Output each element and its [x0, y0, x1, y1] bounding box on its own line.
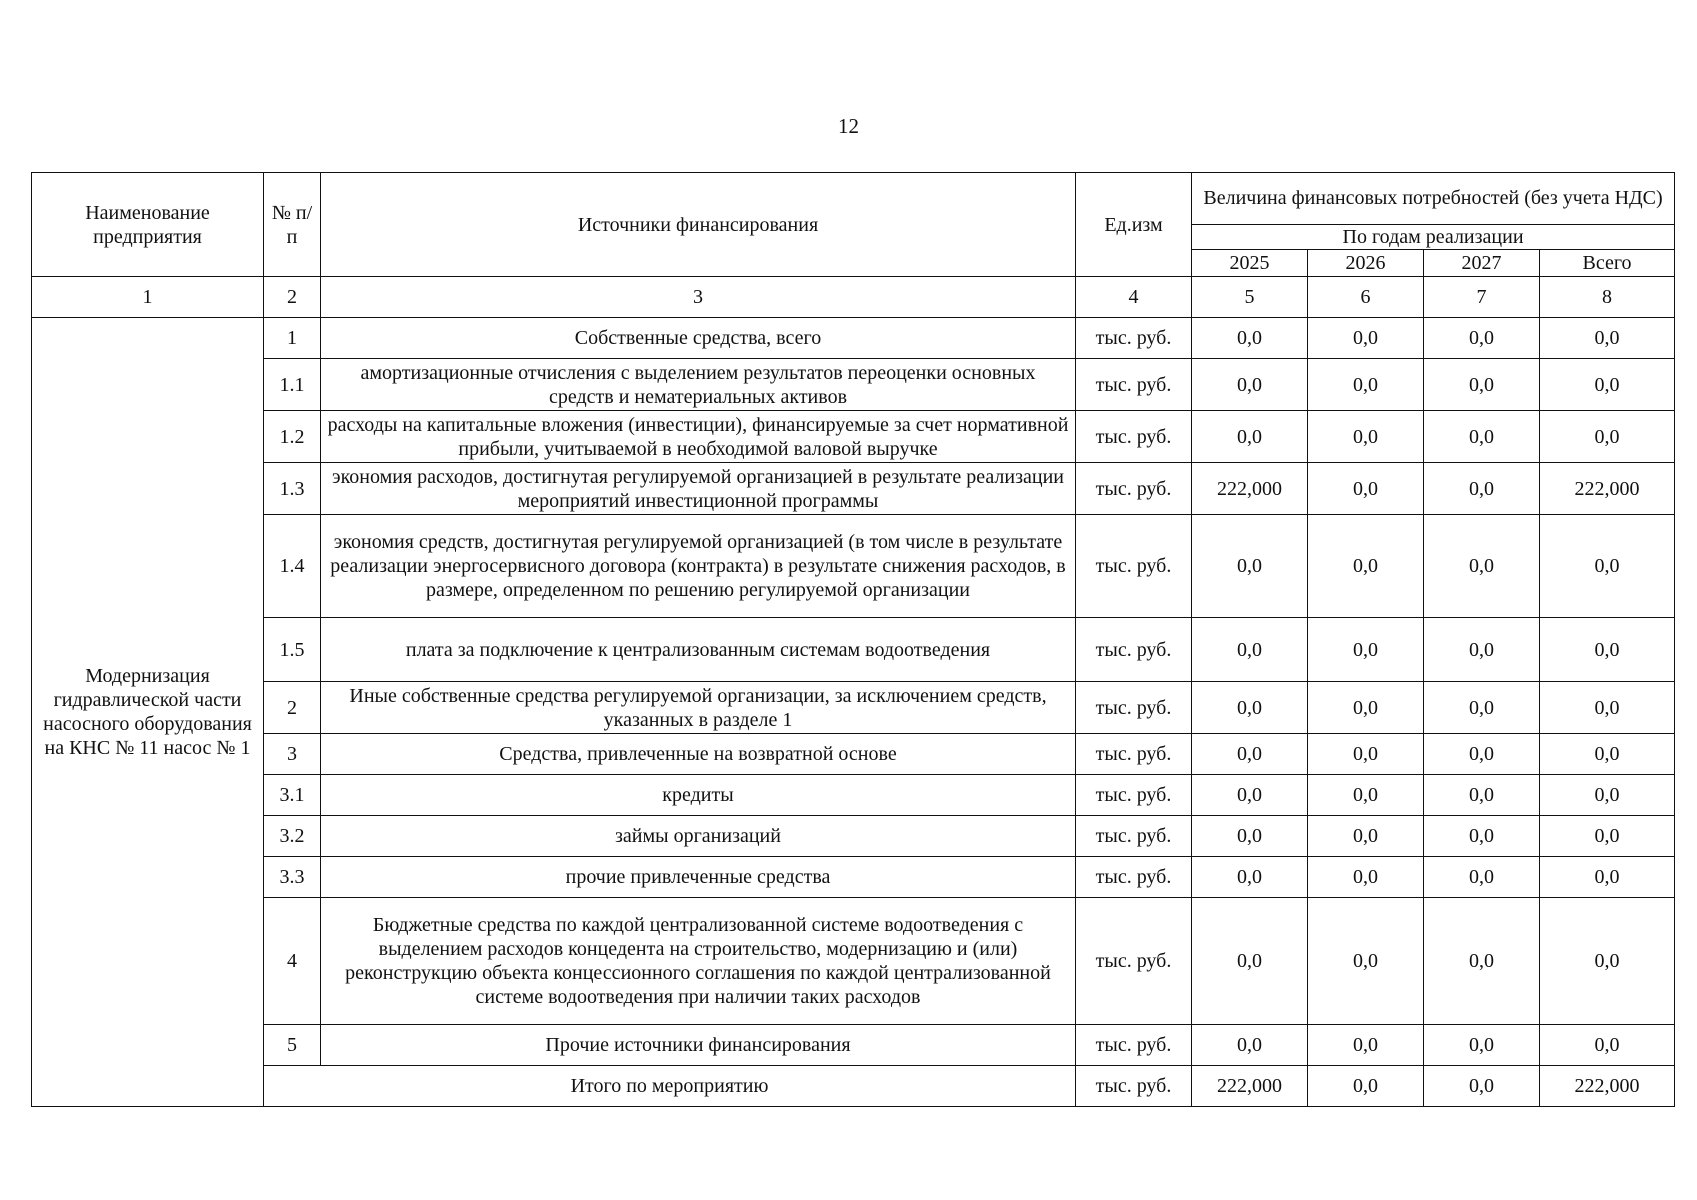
- header-by-years: По годам реализации: [1192, 225, 1675, 250]
- table-row: [32, 775, 1675, 816]
- row-source: кредиты: [321, 775, 1076, 816]
- row-value-total: 0,0: [1540, 857, 1675, 898]
- row-num: 1: [264, 318, 321, 359]
- row-value-2027: 0,0: [1424, 618, 1540, 682]
- header-year-2026: 2026: [1308, 250, 1424, 277]
- row-unit: тыс. руб.: [1076, 318, 1192, 359]
- row-value-2025: 0,0: [1192, 734, 1308, 775]
- row-value-2025: 0,0: [1192, 682, 1308, 734]
- table-row: [32, 857, 1675, 898]
- row-source: экономия средств, достигнутая регулируемой организацией (в том числе в результате реализации энергосервисного договора (контракта) в результате снижения расходов, в размере, определенном по решению регулируемой организации: [321, 515, 1076, 618]
- row-value-2027: 0,0: [1424, 318, 1540, 359]
- table-row: [32, 816, 1675, 857]
- row-value-2027: 0,0: [1424, 682, 1540, 734]
- row-value-2025: 0,0: [1192, 1025, 1308, 1066]
- row-value-2027: 0,0: [1424, 359, 1540, 411]
- row-num: 3.2: [264, 816, 321, 857]
- row-num: 2: [264, 682, 321, 734]
- total-row: [32, 1066, 1675, 1107]
- enterprise-name: Модернизация гидравлической части насосного оборудования на КНС № 11 насос № 1: [32, 318, 264, 1107]
- total-value-2027: 0,0: [1424, 1066, 1540, 1107]
- row-value-total: 222,000: [1540, 463, 1675, 515]
- row-value-total: 0,0: [1540, 515, 1675, 618]
- row-source: Собственные средства, всего: [321, 318, 1076, 359]
- row-num: 4: [264, 898, 321, 1025]
- col-number: 6: [1308, 277, 1424, 318]
- row-value-2027: 0,0: [1424, 515, 1540, 618]
- row-value-2027: 0,0: [1424, 816, 1540, 857]
- row-value-2027: 0,0: [1424, 775, 1540, 816]
- table-row: [32, 1025, 1675, 1066]
- row-value-2026: 0,0: [1308, 816, 1424, 857]
- table-row: [32, 463, 1675, 515]
- row-unit: тыс. руб.: [1076, 618, 1192, 682]
- col-number: 4: [1076, 277, 1192, 318]
- header-financial-needs: Величина финансовых потребностей (без учета НДС): [1192, 173, 1675, 225]
- row-source: Средства, привлеченные на возвратной основе: [321, 734, 1076, 775]
- row-source: займы организаций: [321, 816, 1076, 857]
- row-value-2025: 0,0: [1192, 618, 1308, 682]
- header-enterprise: Наименование предприятия: [32, 173, 264, 277]
- row-value-2026: 0,0: [1308, 734, 1424, 775]
- row-value-2025: 0,0: [1192, 515, 1308, 618]
- col-number: 3: [321, 277, 1076, 318]
- table-row: [32, 411, 1675, 463]
- row-value-2027: 0,0: [1424, 463, 1540, 515]
- table-row: [32, 682, 1675, 734]
- row-unit: тыс. руб.: [1076, 734, 1192, 775]
- row-value-2026: 0,0: [1308, 1025, 1424, 1066]
- row-value-2026: 0,0: [1308, 515, 1424, 618]
- row-value-total: 0,0: [1540, 1025, 1675, 1066]
- row-num: 1.5: [264, 618, 321, 682]
- row-value-2025: 0,0: [1192, 857, 1308, 898]
- row-value-total: 0,0: [1540, 359, 1675, 411]
- row-num: 3.1: [264, 775, 321, 816]
- row-value-2025: 0,0: [1192, 775, 1308, 816]
- row-num: 1.1: [264, 359, 321, 411]
- row-unit: тыс. руб.: [1076, 411, 1192, 463]
- col-number: 7: [1424, 277, 1540, 318]
- col-number: 2: [264, 277, 321, 318]
- row-value-2026: 0,0: [1308, 359, 1424, 411]
- table-row: [32, 734, 1675, 775]
- row-num: 3: [264, 734, 321, 775]
- row-source: амортизационные отчисления с выделением результатов переоценки основных средств и нематериальных активов: [321, 359, 1076, 411]
- total-value-2026: 0,0: [1308, 1066, 1424, 1107]
- row-unit: тыс. руб.: [1076, 775, 1192, 816]
- row-value-total: 0,0: [1540, 734, 1675, 775]
- row-value-2025: 0,0: [1192, 898, 1308, 1025]
- column-number-row: [32, 277, 1675, 318]
- row-num: 1.4: [264, 515, 321, 618]
- row-source: экономия расходов, достигнутая регулируемой организацией в результате реализации мероприятий инвестиционной программы: [321, 463, 1076, 515]
- row-value-2027: 0,0: [1424, 898, 1540, 1025]
- row-value-total: 0,0: [1540, 618, 1675, 682]
- row-unit: тыс. руб.: [1076, 1025, 1192, 1066]
- header-num: № п/п: [264, 173, 321, 277]
- row-value-total: 0,0: [1540, 682, 1675, 734]
- total-value-total: 222,000: [1540, 1066, 1675, 1107]
- row-value-2025: 0,0: [1192, 359, 1308, 411]
- row-value-2026: 0,0: [1308, 463, 1424, 515]
- row-value-2027: 0,0: [1424, 734, 1540, 775]
- header-row-1: [32, 173, 1675, 225]
- row-unit: тыс. руб.: [1076, 359, 1192, 411]
- financing-table: [31, 172, 1675, 1107]
- table-row: [32, 318, 1675, 359]
- page-number: 12: [838, 114, 859, 138]
- header-source: Источники финансирования: [321, 173, 1076, 277]
- header-year-2027: 2027: [1424, 250, 1540, 277]
- row-source: расходы на капитальные вложения (инвестиции), финансируемые за счет нормативной прибыли, учитываемой в необходимой валовой выручке: [321, 411, 1076, 463]
- col-number: 8: [1540, 277, 1675, 318]
- row-value-2026: 0,0: [1308, 682, 1424, 734]
- col-number: 1: [32, 277, 264, 318]
- header-year-total: Всего: [1540, 250, 1675, 277]
- row-value-total: 0,0: [1540, 898, 1675, 1025]
- row-num: 1.2: [264, 411, 321, 463]
- row-value-2026: 0,0: [1308, 775, 1424, 816]
- row-value-2026: 0,0: [1308, 618, 1424, 682]
- row-value-total: 0,0: [1540, 411, 1675, 463]
- row-unit: тыс. руб.: [1076, 515, 1192, 618]
- row-value-total: 0,0: [1540, 318, 1675, 359]
- row-value-2025: 0,0: [1192, 411, 1308, 463]
- row-value-2027: 0,0: [1424, 411, 1540, 463]
- row-unit: тыс. руб.: [1076, 898, 1192, 1025]
- row-unit: тыс. руб.: [1076, 463, 1192, 515]
- row-num: 3.3: [264, 857, 321, 898]
- row-value-2026: 0,0: [1308, 318, 1424, 359]
- header-year-2025: 2025: [1192, 250, 1308, 277]
- row-value-2026: 0,0: [1308, 411, 1424, 463]
- row-value-2026: 0,0: [1308, 898, 1424, 1025]
- total-label: Итого по мероприятию: [264, 1066, 1076, 1107]
- row-value-2027: 0,0: [1424, 1025, 1540, 1066]
- header-unit: Ед.изм: [1076, 173, 1192, 277]
- row-unit: тыс. руб.: [1076, 682, 1192, 734]
- col-number: 5: [1192, 277, 1308, 318]
- row-value-2026: 0,0: [1308, 857, 1424, 898]
- table-row: [32, 898, 1675, 1025]
- row-source: плата за подключение к централизованным системам водоотведения: [321, 618, 1076, 682]
- row-unit: тыс. руб.: [1076, 816, 1192, 857]
- table-row: [32, 618, 1675, 682]
- row-source: Иные собственные средства регулируемой организации, за исключением средств, указанных в разделе 1: [321, 682, 1076, 734]
- total-value-2025: 222,000: [1192, 1066, 1308, 1107]
- row-value-2025: 0,0: [1192, 816, 1308, 857]
- row-value-2027: 0,0: [1424, 857, 1540, 898]
- row-value-total: 0,0: [1540, 775, 1675, 816]
- table-row: [32, 359, 1675, 411]
- table-row: [32, 515, 1675, 618]
- row-source: прочие привлеченные средства: [321, 857, 1076, 898]
- row-unit: тыс. руб.: [1076, 857, 1192, 898]
- row-value-2025: 222,000: [1192, 463, 1308, 515]
- row-num: 1.3: [264, 463, 321, 515]
- row-source: Бюджетные средства по каждой централизованной системе водоотведения с выделением расходов концедента на строительство, модернизацию и (или) реконструкцию объекта концессионного соглашения по каждой централизованной системе водоотведения при наличии таких расходов: [321, 898, 1076, 1025]
- total-unit: тыс. руб.: [1076, 1066, 1192, 1107]
- row-value-total: 0,0: [1540, 816, 1675, 857]
- row-source: Прочие источники финансирования: [321, 1025, 1076, 1066]
- row-num: 5: [264, 1025, 321, 1066]
- row-value-2025: 0,0: [1192, 318, 1308, 359]
